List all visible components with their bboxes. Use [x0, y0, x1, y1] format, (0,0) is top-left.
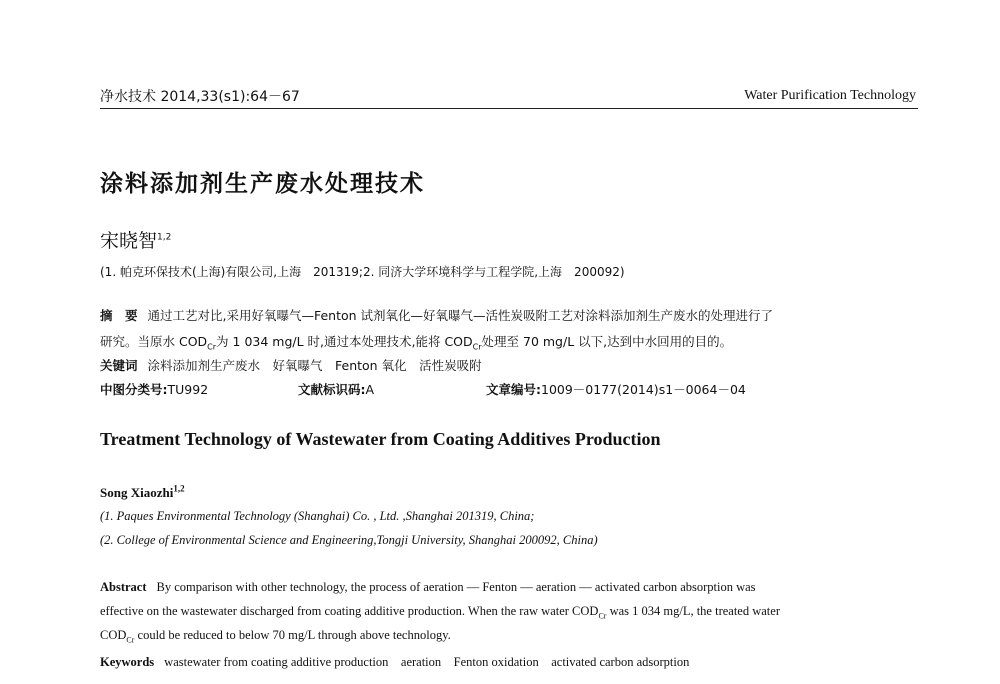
abstract-cn-text1: 通过工艺对比,采用好氧曝气—Fenton 试剂氧化—好氧曝气—活性炭吸附工艺对涂料添加剂生产废水的处理进行了 [147, 308, 774, 323]
keywords-cn-label: 关键词 [100, 358, 138, 373]
affiliation-en-2: (2. College of Environmental Science and Engineering,Tongji University, Shanghai 200092, China) [100, 533, 598, 547]
abstract-en-sub3: Cr [126, 635, 135, 645]
keywords-en-text: wastewater from coating additive production aeration Fenton oxidation activated carbon adsorption [164, 655, 690, 669]
affiliation-en-1: (1. Paques Environmental Technology (Shanghai) Co. , Ltd. ,Shanghai 201319, China; [100, 509, 535, 523]
keywords-cn-text: 涂料添加剂生产废水 好氧曝气 Fenton 氧化 活性炭吸附 [147, 358, 482, 373]
title-cn: 涂料添加剂生产废水处理技术 [100, 171, 425, 197]
abstract-en-text3b: could be reduced to below 70 mg/L through above technology. [134, 628, 451, 642]
clc-label: 中图分类号: [100, 382, 168, 397]
clc-value: TU992 [167, 382, 209, 397]
abstract-cn-sub1: Cr [207, 342, 217, 352]
title-en: Treatment Technology of Wastewater from Coating Additives Production [100, 429, 661, 449]
abstract-cn-line2 [100, 332, 732, 350]
author-en-sup: 1,2 [173, 483, 185, 494]
clc-number [100, 380, 208, 398]
doc-code-label: 文献标识码: [298, 382, 366, 397]
abstract-en-text1: By comparison with other technology, the process of aeration — Fenton — aeration — activated carbon absorption was [156, 580, 756, 594]
journal-name: Water Purification Technology [744, 88, 916, 103]
author-cn-sup: 1,2 [157, 232, 172, 243]
keywords-cn [100, 356, 482, 374]
document-code [298, 380, 374, 398]
abstract-cn-text2b: 为 1 034 mg/L 时,通过本处理技术,能将 COD [216, 334, 473, 349]
abstract-en-label: Abstract [100, 580, 147, 594]
journal-citation: 净水技术 2014,33(s1):64－67 [100, 89, 300, 105]
abstract-en-sub1: Cr [598, 611, 607, 621]
abstract-cn-label: 摘 要 [100, 308, 138, 323]
abstract-cn-text2a: 研究。当原水 COD [100, 334, 208, 349]
header-rule [100, 108, 918, 109]
author-cn [100, 226, 171, 253]
abstract-en-text2b: was 1 034 mg/L, the treated water [606, 604, 780, 618]
abstract-en-line1 [100, 580, 756, 595]
abstract-cn-sub2: Cr [472, 342, 482, 352]
article-number-value: 1009－0177(2014)s1－0064－04 [541, 382, 746, 397]
author-en-name: Song Xiaozhi [100, 485, 174, 500]
abstract-en-line2 [100, 604, 780, 619]
author-cn-name: 宋晓智 [100, 230, 158, 252]
affiliation-cn: (1. 帕克环保技术(上海)有限公司,上海 201319;2. 同济大学环境科学与工程学院,上海 200092) [100, 265, 625, 279]
article-number-label: 文章编号: [486, 382, 541, 397]
keywords-en [100, 652, 689, 670]
abstract-en-text2a: effective on the wastewater discharged from coating additive production. When the raw water COD [100, 604, 599, 618]
keywords-en-label: Keywords [100, 655, 155, 669]
abstract-cn-line1 [100, 306, 773, 324]
author-en [100, 485, 185, 501]
doc-code-value: A [365, 382, 375, 397]
abstract-cn-text2c: 处理至 70 mg/L 以下,达到中水回用的目的。 [481, 334, 733, 349]
abstract-en-text3a: COD [100, 628, 127, 642]
article-number [486, 380, 746, 398]
abstract-en-line3 [100, 628, 451, 643]
